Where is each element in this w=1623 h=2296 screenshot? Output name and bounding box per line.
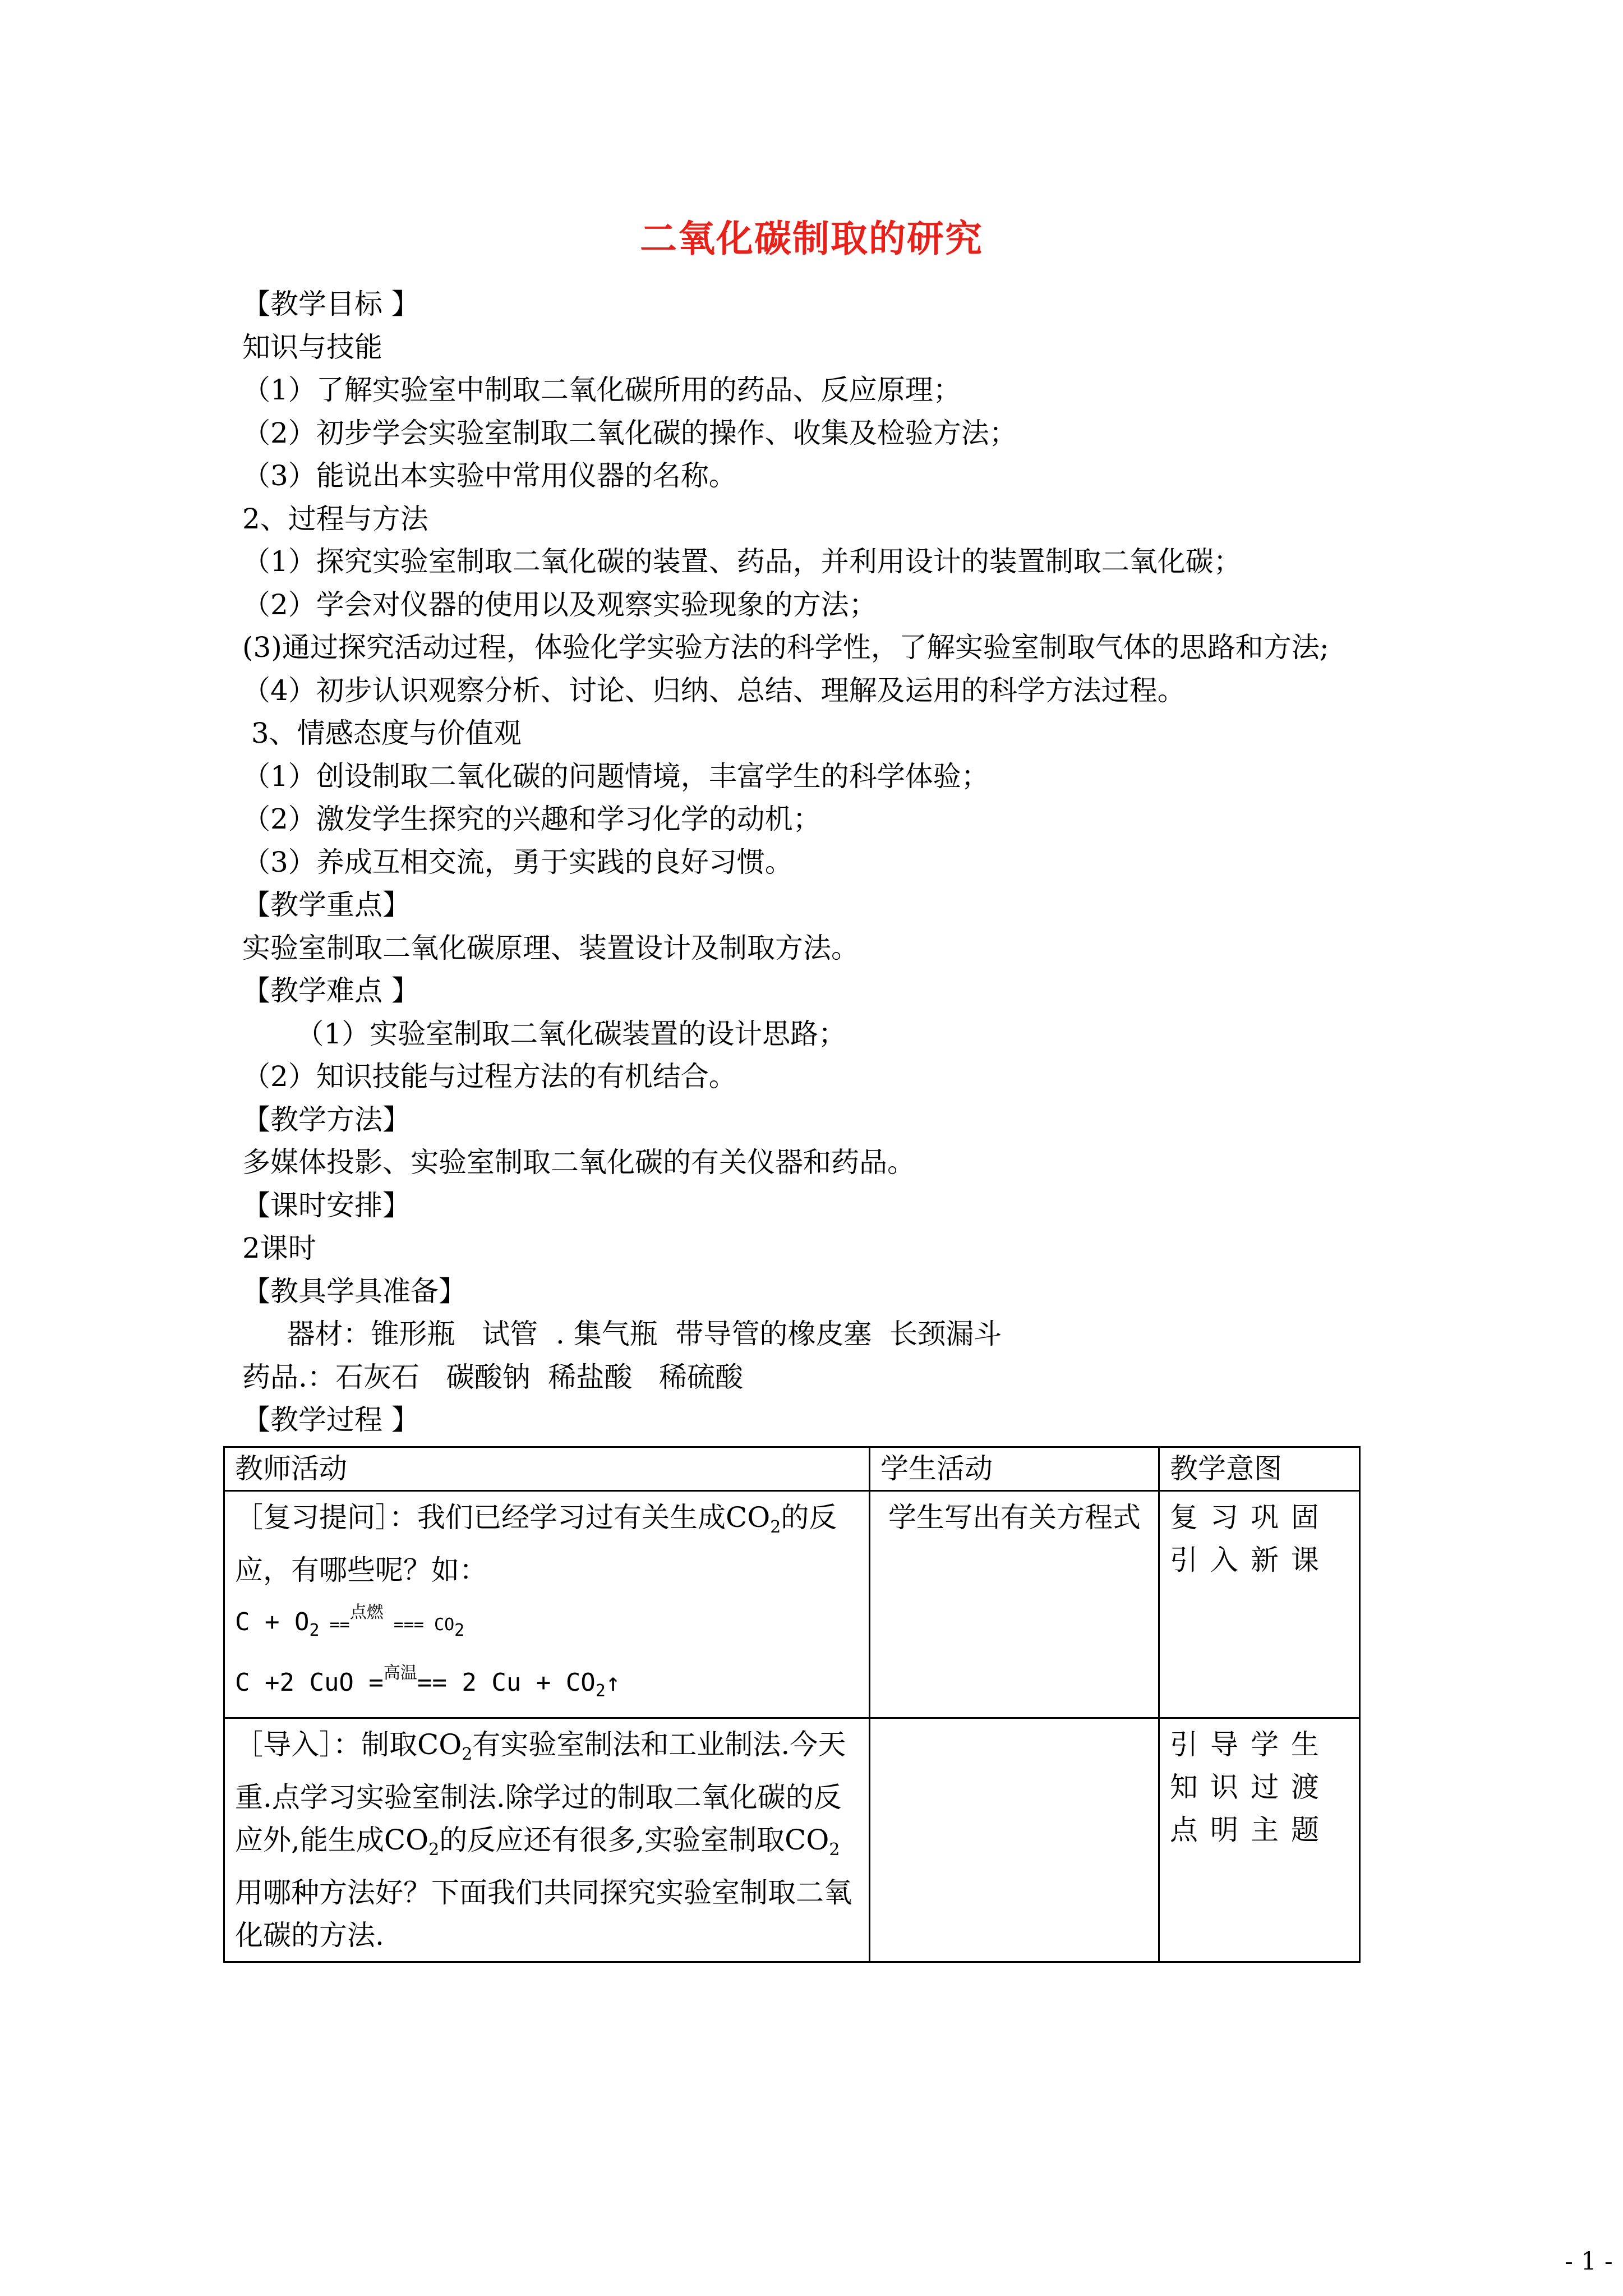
text-line: 器材：锥形瓶 试管 . 集气瓶 带导管的橡皮塞 长颈漏斗 <box>242 1318 1002 1350</box>
text-line: 【教学目标 】 <box>242 288 419 320</box>
section-heading: 【教学难点 】 <box>242 974 419 1007</box>
text-line: 知识与技能 <box>242 331 382 364</box>
section-heading: 【课时安排】 <box>242 1189 411 1222</box>
table-header: 学生活动 <box>870 1447 1159 1491</box>
student-activity-cell <box>870 1718 1159 1962</box>
equation-2: C +2 CuO =$^{高温}$== 2 $Cu + CO_2↑$ <box>235 1663 621 1701</box>
section-heading: 【教具学具准备】 <box>242 1275 467 1308</box>
text-line: （1）探究实验室制取二氧化碳的装置、药品，并利用设计的装置制取二氧化碳； <box>242 545 1242 578</box>
text-line: （1）了解实验室中制取二氧化碳所用的药品、反应原理； <box>242 374 961 406</box>
text-line: 多媒体投影、实验室制取二氧化碳的有关仪器和药品。 <box>242 1146 915 1179</box>
teacher-activity-cell <box>224 1491 870 1718</box>
teaching-intent-cell: 复习巩固引入新课 <box>1159 1491 1360 1718</box>
text-line: （3）养成互相交流，勇于实践的良好习惯。 <box>242 846 793 878</box>
teacher-activity-cell: ［导入］：制取$CO_2$有实验室制法和工业制法.今天重.点学习实验室制法.除学过的制取二氧化碳的反应外,能生成$CO_2$的反应还有很多,实验室制取$CO_2$用哪种方法好？下面我们共同探究实验室制取二氧化碳的方法. <box>224 1718 870 1962</box>
text-line: 实验室制取二氧化碳原理、装置设计及制取方法。 <box>242 932 859 964</box>
table-header: 教学意图 <box>1159 1447 1360 1491</box>
section-heading: 【教学过程 】 <box>242 1404 419 1436</box>
text-line: (3)通过探究活动过程，体验化学实验方法的科学性，了解实验室制取气体的思路和方法; <box>242 631 1329 664</box>
teaching-intent-cell: 引导学生知识过渡点明主题 <box>1159 1718 1360 1962</box>
section-heading: 【教学方法】 <box>242 1103 411 1136</box>
text-line: 药品.：石灰石 碳酸钠 稀盐酸 稀硫酸 <box>242 1361 744 1393</box>
text-line: （1）实验室制取二氧化碳装置的设计思路； <box>242 1018 847 1050</box>
review-question: ［复习提问］：我们已经学习过有关生成$CO_2$的反应，有哪些呢？如： <box>235 1501 837 1586</box>
text-line: （3）能说出本实验中常用仪器的名称。 <box>242 459 737 492</box>
page-title: 二氧化碳制取的研究 <box>640 217 983 260</box>
page-number: - 1 - <box>1565 2247 1613 2276</box>
text-line: （2）学会对仪器的使用以及观察实验现象的方法； <box>242 588 877 621</box>
text-line: 2课时 <box>242 1232 316 1264</box>
table-row <box>224 1491 1360 1718</box>
text-line: 3、情感态度与价值观 <box>242 717 522 749</box>
text-line: （2）知识技能与过程方法的有机结合。 <box>242 1060 737 1093</box>
text-line: 2、过程与方法 <box>242 503 428 535</box>
section-heading: 【教学重点】 <box>242 889 411 921</box>
table-header-row <box>224 1447 1360 1491</box>
text-line: （2）激发学生探究的兴趣和学习化学的动机； <box>242 803 821 835</box>
text-line: （2）初步学会实验室制取二氧化碳的操作、收集及检验方法； <box>242 417 1017 449</box>
table-row <box>224 1718 1360 1962</box>
student-activity-cell: 学生写出有关方程式 <box>870 1491 1159 1718</box>
table-header: 教师活动 <box>224 1447 870 1491</box>
text-line: （1）创设制取二氧化碳的问题情境，丰富学生的科学体验； <box>242 760 989 793</box>
teaching-process-table <box>223 1446 1361 1963</box>
text-line: （4）初步认识观察分析、讨论、归纳、总结、理解及运用的科学方法过程。 <box>242 674 1186 707</box>
equation-1: $C + O_2 ==^{点燃}$ === $CO_2$ <box>235 1603 465 1640</box>
